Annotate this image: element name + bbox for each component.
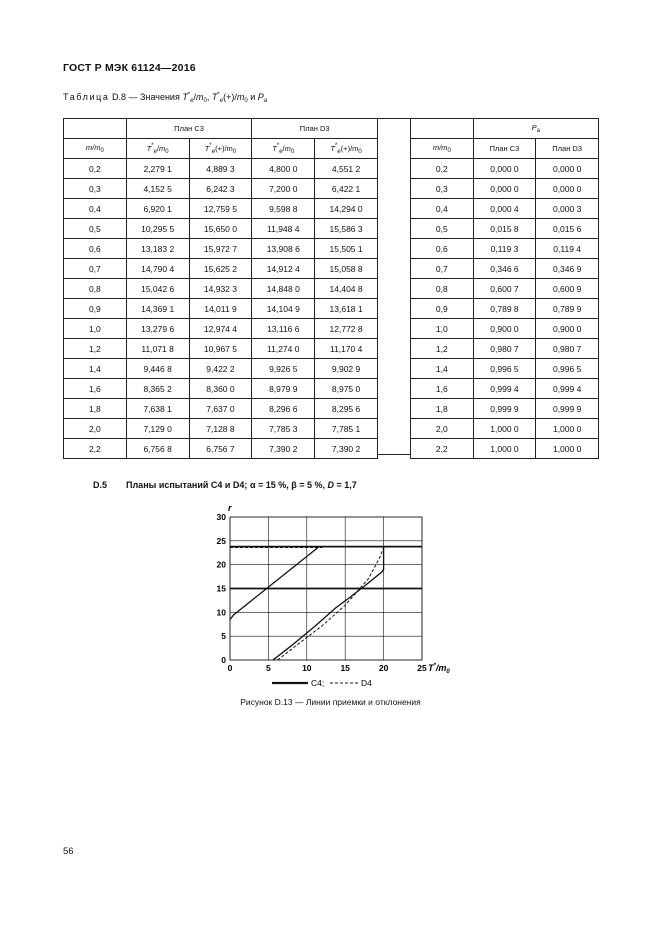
pa-table-cell: 0,789 9 [536, 299, 599, 319]
table-row [64, 339, 378, 359]
pa-col-c3-header: План С3 [473, 139, 536, 159]
table-cell: 8,360 0 [189, 379, 252, 399]
table-row [64, 259, 378, 279]
pa-table-row [411, 319, 599, 339]
table-cell: 11,170 4 [315, 339, 378, 359]
table-cell: 15,586 3 [315, 219, 378, 239]
pa-table-cell: 0,600 7 [473, 279, 536, 299]
pa-table-cell: 0,789 8 [473, 299, 536, 319]
col-c3-te-plus-header: $T^*_e(+)/m_0$ [189, 139, 252, 159]
legend-c4-label: С4; [311, 678, 325, 688]
pa-table-cell: 0,999 4 [536, 379, 599, 399]
table-row [64, 279, 378, 299]
table-cell: 1,6 [64, 379, 127, 399]
pa-table-cell: 1,000 0 [473, 419, 536, 439]
table-cell: 9,598 8 [252, 199, 315, 219]
table-cell: 0,4 [64, 199, 127, 219]
table-cell: 2,2 [64, 439, 127, 459]
y-tick-label: 25 [216, 535, 226, 546]
table-cell: 0,7 [64, 259, 127, 279]
table-row [64, 239, 378, 259]
table-cell: 15,625 2 [189, 259, 252, 279]
table-cell: 15,650 0 [189, 219, 252, 239]
col-m-ratio-header: $m/m_0$ [64, 139, 127, 159]
table-cell: 11,274 0 [252, 339, 315, 359]
pa-table-cell: 0,999 9 [536, 399, 599, 419]
y-axis-label: r [228, 503, 232, 513]
pa-table-row [411, 339, 599, 359]
pa-table-cell: 1,000 0 [536, 419, 599, 439]
table-cell: 4,551 2 [315, 159, 378, 179]
table-cell: 14,848 0 [252, 279, 315, 299]
pa-table-cell: 1,8 [411, 399, 474, 419]
y-tick-label: 5 [221, 631, 226, 642]
pa-table-cell: 0,5 [411, 219, 474, 239]
table-cell: 13,908 6 [252, 239, 315, 259]
y-tick-label: 15 [216, 583, 226, 594]
series-line-c4 [230, 547, 319, 620]
chart-series [230, 547, 422, 660]
chart-legend [272, 678, 372, 688]
table-cell: 12,772 8 [315, 319, 378, 339]
plan-d3-header: План D3 [252, 119, 378, 139]
table-row [64, 219, 378, 239]
pa-table-cell: 0,4 [411, 199, 474, 219]
x-tick-label: 5 [266, 663, 271, 673]
table-cell: 6,422 1 [315, 179, 378, 199]
pa-table-row [411, 259, 599, 279]
table-cell: 9,902 9 [315, 359, 378, 379]
pa-table-row [411, 179, 599, 199]
pa-table-cell: 0,980 7 [536, 339, 599, 359]
table-cell: 0,9 [64, 299, 127, 319]
pa-table-cell: 0,119 4 [536, 239, 599, 259]
table-row [64, 379, 378, 399]
table-cell: 8,975 0 [315, 379, 378, 399]
pa-table-row [411, 219, 599, 239]
table-cell: 15,042 6 [126, 279, 189, 299]
table-row [64, 179, 378, 199]
col-d3-te-plus-header: $T^*_e(+)/m_0$ [315, 139, 378, 159]
table-cell: 0,3 [64, 179, 127, 199]
x-tick-label: 10 [302, 663, 312, 673]
table-cell: 14,790 4 [126, 259, 189, 279]
table-cell: 7,785 1 [315, 419, 378, 439]
acceptance-rejection-chart [190, 500, 480, 690]
table-cell: 8,979 9 [252, 379, 315, 399]
table-cell: 9,446 8 [126, 359, 189, 379]
x-tick-label: 25 [417, 663, 427, 673]
pa-table-row [411, 379, 599, 399]
col-c3-te-header: $T^*_e/m_0$ [126, 139, 189, 159]
table-row [64, 159, 378, 179]
pa-table-cell: 0,6 [411, 239, 474, 259]
table-cell: 1,0 [64, 319, 127, 339]
series-line-c4 [273, 547, 384, 660]
chart-axes [217, 512, 427, 673]
table-cell: 6,756 8 [126, 439, 189, 459]
pa-table-cell: 0,9 [411, 299, 474, 319]
y-tick-label: 10 [216, 607, 226, 618]
table-cell: 7,129 0 [126, 419, 189, 439]
table-cell: 14,912 4 [252, 259, 315, 279]
pa-table-row [411, 199, 599, 219]
table-cell: 8,365 2 [126, 379, 189, 399]
pa-table-row [411, 159, 599, 179]
y-tick-label: 20 [216, 559, 226, 570]
pa-table-cell: 0,900 0 [536, 319, 599, 339]
table-cell: 6,756 7 [189, 439, 252, 459]
pa-table-cell: 0,996 5 [536, 359, 599, 379]
x-tick-label: 15 [340, 663, 350, 673]
pa-table-cell: 0,346 9 [536, 259, 599, 279]
table-cell: 14,294 0 [315, 199, 378, 219]
values-table [63, 118, 378, 459]
pa-table-cell: 0,015 8 [473, 219, 536, 239]
pa-table-cell: 1,000 0 [536, 439, 599, 459]
pa-col-d3-header: План D3 [536, 139, 599, 159]
plan-c3-header: План С3 [126, 119, 252, 139]
pa-table-cell: 0,000 4 [473, 199, 536, 219]
table-cell: 6,920 1 [126, 199, 189, 219]
pa-table-cell: 1,2 [411, 339, 474, 359]
pa-table-cell: 0,015 6 [536, 219, 599, 239]
table-cell: 9,926 5 [252, 359, 315, 379]
table-row [64, 299, 378, 319]
table-cell: 14,011 9 [189, 299, 252, 319]
pa-table-row [411, 239, 599, 259]
empty-header-cell [64, 119, 127, 139]
pa-table [410, 118, 599, 459]
table-cell: 8,295 6 [315, 399, 378, 419]
table-cell: 8,296 6 [252, 399, 315, 419]
table-row [64, 419, 378, 439]
pa-table-cell: 0,7 [411, 259, 474, 279]
table-cell: 0,8 [64, 279, 127, 299]
table-cell: 13,618 1 [315, 299, 378, 319]
table-cell: 13,279 6 [126, 319, 189, 339]
table-cell: 14,404 8 [315, 279, 378, 299]
figure-caption: Рисунок D.13 — Линии приемки и отклонения [240, 697, 421, 707]
y-tick-label: 30 [216, 512, 226, 522]
table-cell: 10,295 5 [126, 219, 189, 239]
table-cell: 7,390 2 [315, 439, 378, 459]
pa-table-row [411, 279, 599, 299]
pa-table-cell: 1,4 [411, 359, 474, 379]
x-tick-label: 20 [378, 663, 389, 673]
table-cell: 4,152 5 [126, 179, 189, 199]
table-cell: 15,058 8 [315, 259, 378, 279]
table-row [64, 399, 378, 419]
pa-header: $P_a$ [473, 119, 598, 139]
table-cell: 7,128 8 [189, 419, 252, 439]
pa-table-cell: 0,2 [411, 159, 474, 179]
pa-table-cell: 0,3 [411, 179, 474, 199]
pa-table-cell: 0,000 3 [536, 199, 599, 219]
table-cell: 11,948 4 [252, 219, 315, 239]
table-cell: 1,4 [64, 359, 127, 379]
page-number: 56 [63, 846, 74, 857]
pa-table-cell: 0,999 9 [473, 399, 536, 419]
legend-d4-label: D4 [361, 678, 372, 688]
pa-empty-header [411, 119, 474, 139]
table-cell: 0,6 [64, 239, 127, 259]
table-cell: 7,638 1 [126, 399, 189, 419]
table-cell: 12,759 5 [189, 199, 252, 219]
pa-table-cell: 0,8 [411, 279, 474, 299]
pa-table-cell: 1,000 0 [473, 439, 536, 459]
table-row [64, 199, 378, 219]
pa-table-cell: 2,2 [411, 439, 474, 459]
table-cell: 1,8 [64, 399, 127, 419]
x-tick-label: 0 [227, 663, 233, 673]
section-heading: D.5 Планы испытаний С4 и D4; α = 15 %, β = 5 %, D = 1,7 [93, 480, 357, 490]
document-header-title: ГОСТ Р МЭК 61124—2016 [63, 62, 196, 74]
pa-table-cell: 0,000 0 [536, 179, 599, 199]
pa-col-m-ratio-header: $m/m_0$ [411, 139, 474, 159]
table-caption: Таблица D.8 — Значения $T^*_e/m_0$, $T^*_e(+)/m_0$ и $P_a$ [63, 92, 268, 104]
table-cell: 7,785 3 [252, 419, 315, 439]
pa-table-row [411, 399, 599, 419]
table-cell: 7,200 0 [252, 179, 315, 199]
table-cell: 9,422 2 [189, 359, 252, 379]
table-cell: 4,889 3 [189, 159, 252, 179]
pa-table-cell: 0,346 6 [473, 259, 536, 279]
table-cell: 13,183 2 [126, 239, 189, 259]
pa-table-cell: 0,996 5 [473, 359, 536, 379]
y-tick-label: 0 [221, 655, 226, 665]
table-cell: 0,5 [64, 219, 127, 239]
table-row [64, 319, 378, 339]
pa-table-cell: 0,999 4 [473, 379, 536, 399]
pa-table-row [411, 419, 599, 439]
table-cell: 4,800 0 [252, 159, 315, 179]
pa-table-cell: 2,0 [411, 419, 474, 439]
col-d3-te-header: $T^*_e/m_0$ [252, 139, 315, 159]
table-cell: 7,637 0 [189, 399, 252, 419]
table-cell: 1,2 [64, 339, 127, 359]
table-cell: 14,369 1 [126, 299, 189, 319]
pa-table-cell: 0,980 7 [473, 339, 536, 359]
table-cell: 13,116 6 [252, 319, 315, 339]
table-cell: 2,0 [64, 419, 127, 439]
table-cell: 15,505 1 [315, 239, 378, 259]
pa-table-cell: 0,000 0 [536, 159, 599, 179]
pa-table-cell: 0,119 3 [473, 239, 536, 259]
pa-table-cell: 0,000 0 [473, 179, 536, 199]
pa-table-cell: 0,900 0 [473, 319, 536, 339]
table-cell: 11,071 8 [126, 339, 189, 359]
table-cell: 2,279 1 [126, 159, 189, 179]
pa-table-cell: 0,600 9 [536, 279, 599, 299]
table-cell: 15,972 7 [189, 239, 252, 259]
table-cell: 7,390 2 [252, 439, 315, 459]
table-row [64, 439, 378, 459]
table-row [64, 359, 378, 379]
pa-table-cell: 0,000 0 [473, 159, 536, 179]
pa-table-cell: 1,6 [411, 379, 474, 399]
x-axis-label: $T^*/m_0$ [428, 663, 450, 675]
pa-table-row [411, 439, 599, 459]
table-gap [378, 118, 410, 455]
table-cell: 10,967 5 [189, 339, 252, 359]
table-cell: 14,932 3 [189, 279, 252, 299]
table-cell: 6,242 3 [189, 179, 252, 199]
pa-table-row [411, 299, 599, 319]
table-cell: 12,974 4 [189, 319, 252, 339]
pa-table-cell: 1,0 [411, 319, 474, 339]
table-cell: 0,2 [64, 159, 127, 179]
pa-table-row [411, 359, 599, 379]
table-cell: 14,104 9 [252, 299, 315, 319]
